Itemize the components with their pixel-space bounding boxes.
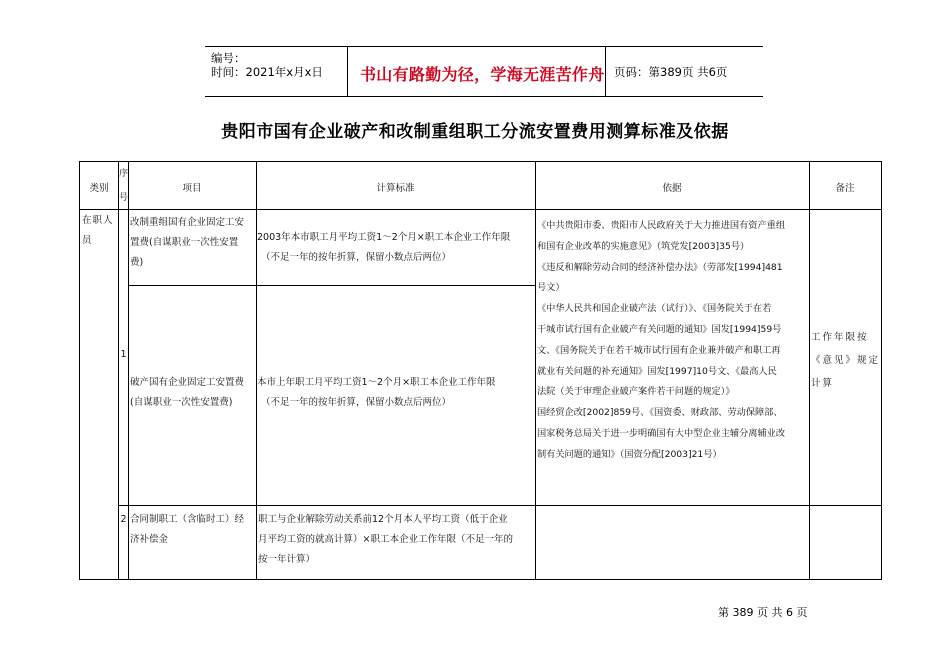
row2-item [130, 510, 258, 550]
basis-line: 《中共贵阳市委、贵阳市人民政府关于大力推进国有资产重组 [537, 220, 786, 231]
row1-standard-a-line: 2003年本市职工月平均工资1～2个月×职工本企业工作年限 [257, 232, 511, 243]
basis-line: 国家税务总局关于进一步明确国有大中型企业主辅分离辅业改 [537, 427, 786, 439]
basis-line: 号文） [537, 282, 565, 294]
header-remark: 备注 [835, 183, 855, 194]
header-divider-1 [347, 46, 348, 97]
remark-line: 计算 [811, 378, 835, 389]
row1-standard-b [257, 373, 537, 413]
basis-line: 《中华人民共和国企业破产法（试行）》、《国务院关于在若 [537, 303, 772, 315]
row2-standard-line: 月平均工资的就高计算）×职工本企业工作年限（不足一年的 [258, 534, 513, 545]
row2-standard-line: 职工与企业解除劳动关系前12个月本人平均工资（低于企业 [258, 514, 508, 525]
header-category: 类别 [89, 183, 109, 194]
basis-line: 就业有关问题的补充通知》国发[1997]10号文、《最高人民 [537, 365, 777, 377]
table-right-border [881, 161, 882, 580]
row1-item-a-line: 置费(自谋职业一次性安置 [130, 237, 239, 248]
row1-remark [811, 326, 881, 395]
row2-standard [258, 510, 535, 570]
basis-line: 《违反和解除劳动合同的经济补偿办法》（劳部发[1994]481 [537, 261, 783, 273]
category-cell: 在职人员 [82, 215, 114, 246]
header-top-border [205, 46, 763, 47]
motto-text: 书山有路勤为径，学海无涯苦作舟 [360, 65, 605, 84]
basis-line: 文、《国务院关于在若干城市试行国有企业兼并破产和职工再 [537, 344, 781, 356]
row1-item-b-line: 破产国有企业固定工安置费 [130, 377, 245, 388]
header-divider-2 [605, 46, 606, 97]
header-bottom-border [205, 96, 763, 97]
row1-item-a [130, 213, 256, 273]
row1-item-a-line: 费) [130, 257, 144, 268]
row1-standard-a-line: （不足一年的按年折算，保留小数点后两位） [261, 252, 452, 263]
col-divider-basis [535, 161, 536, 580]
table-left-border [79, 161, 80, 580]
row1-item-b-line: (自谋职业一次性安置费) [130, 397, 233, 408]
row1-seq: 1 [120, 349, 127, 360]
doc-time-label: 时间：2021年x月x日 [211, 65, 323, 79]
header-standard: 计算标准 [376, 183, 415, 194]
row1-bottom-line [118, 505, 882, 506]
basis-line: 国经贸企改[2002]859号、《国资委、财政部、劳动保障部、 [537, 407, 783, 419]
table-header-bottom [79, 209, 882, 210]
row2-seq: 2 [120, 514, 127, 525]
header-seq-line1: 序 [118, 169, 128, 179]
remark-line: 工作年限按 [811, 332, 869, 343]
basis-line: 法院（关于审理企业破产案件若干问题的规定）》 [537, 386, 735, 398]
footer-page-number: 第 389 页 共 6 页 [718, 606, 808, 619]
page-number-label: 页码：第389页 共6页 [614, 65, 728, 79]
basis-line: 制有关问题的通知》（国资分配[2003]21号） [537, 448, 722, 460]
col-divider-remark [809, 161, 810, 580]
row1-standard-b-line: 本市上年职工月平均工资1～2个月×职工本企业工作年限 [257, 377, 496, 388]
row1-item-a-line: 改制重组国有企业固定工安 [130, 217, 245, 228]
basis-line: 和国有企业改革的实施意见》（筑党发[2003]35号） [537, 240, 750, 252]
row1-item-b [130, 373, 260, 413]
header-seq-line2: 号 [118, 193, 128, 203]
header-basis: 依据 [662, 183, 682, 194]
row1-split-line [128, 285, 535, 286]
row2-standard-line: 按一年计算） [258, 554, 316, 565]
basis-line: 干城市试行国有企业破产有关问题的通知》国发[1994]59号 [537, 323, 782, 335]
row1-basis [537, 216, 809, 466]
col-divider-item [128, 161, 129, 580]
row2-item-line: 济补偿金 [130, 534, 169, 545]
remark-line: 《意见》规定 [811, 355, 881, 366]
row1-standard-a [257, 228, 547, 268]
doc-number-label: 编号： [211, 51, 246, 65]
header-item: 项目 [182, 183, 202, 194]
document-title: 贵阳市国有企业破产和改制重组职工分流安置费用测算标准及依据 [221, 122, 729, 142]
table-top-border [79, 161, 882, 162]
table-bottom-border [79, 579, 882, 580]
row1-standard-b-line: （不足一年的按年折算，保留小数点后两位） [261, 397, 452, 408]
row2-item-line: 合同制职工（含临时工）经 [130, 514, 245, 525]
